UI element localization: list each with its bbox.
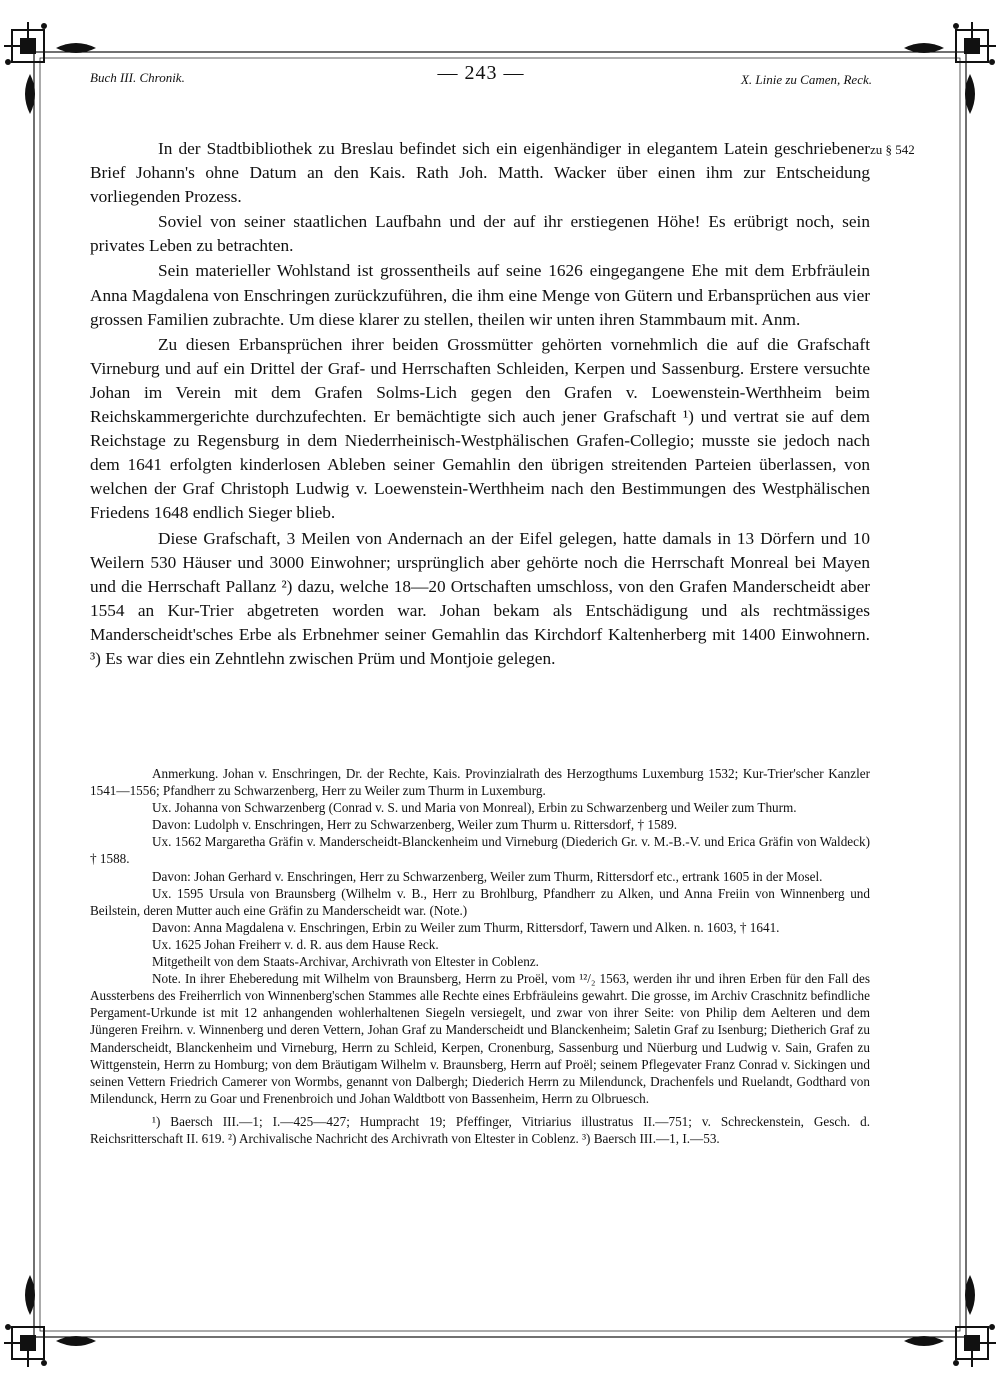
- running-head-right: X. Linie zu Camen, Reck.: [740, 72, 872, 87]
- note-line: Anmerkung. Johan v. Enschringen, Dr. der Rechte, Kais. Provinzialrath des Herzogthums Luxemburg 1532; Kur-Trier'scher Kanzler 1541—1556; Pfandherr zu Schwarzenberg, Herr zu Weiler zum Thurm in Luxemburg.: [90, 766, 870, 799]
- running-head: [90, 62, 872, 90]
- paragraph: Diese Grafschaft, 3 Meilen von Andernach an der Eifel gelegen, hatte damals in 13 Dörfern und 10 Weilern 530 Häuser und 3000 Einwohner; ursprünglich aber gehörte noch die Herrschaft Monreal bei Mayen und die Herrschaft Pallanz ²) dazu, welche 18—20 Ortschaften umschloss, von den Grafen Manderscheidt aber 1554 an Kur-Trier abgetreten worden war. Johan bekam als Entschädigung und als rechtmässiges Manderscheidt'sches Erbe als Erbnehmer seiner Gemahlin das Kirchdorf Kaltenherberg mit 1400 Einwohnern. ³) Es war dies ein Zehntlehn zwischen Prüm und Montjoie gelegen.: [90, 528, 870, 668]
- paragraph: In der Stadtbibliothek zu Breslau befindet sich ein eigenhändiger in elegantem Latein geschriebener Brief Johann's ohne Datum an den Kais. Rath Joh. Matth. Wacker über einen ihm zur Entscheidung vorliegenden Prozess.: [90, 139, 870, 207]
- note-line: Ux. Johanna von Schwarzenberg (Conrad v. S. und Maria von Monreal), Erbin zu Schwarzenberg und Weiler zum Thurm.: [152, 800, 797, 816]
- main-text: [90, 137, 870, 672]
- page-number: — 243 —: [437, 62, 525, 84]
- paragraph: Zu diesen Erbansprüchen ihrer beiden Grossmütter gehörten vornehmlich die auf die Grafschaft Virneburg und auf ein Drittel der Graf- und Herrschaften Schleiden, Kerpen und Sassenburg. Erstere versuchte Johan im Verein mit dem Grafen Solms-Lich gegen den Grafen v. Loewenstein-Werthheim beim Reichskammergerichte durchzufechten. Er bemächtigte sich auch jener Grafschaft ¹) und vertrat sie auf dem Reichstage zu Regensburg in dem Niederrheinisch-Westphälischen Grafen-Collegio; musste sie jedoch nach dem 1641 erfolgten kinderlosen Ableben seiner Gemahlin den übrigen streitenden Parteien überlassen, von welchen der Graf Christoph Ludwig v. Loewenstein-Werthheim nach den Bestimmungen des Westphälischen Friedens 1648 endlich Sieger blieb.: [90, 334, 870, 523]
- note-line: Davon: Ludolph v. Enschringen, Herr zu Schwarzenberg, Weiler zum Thurm u. Rittersdorf, † 1589.: [152, 817, 678, 833]
- note-line: Ux. 1595 Ursula von Braunsberg (Wilhelm v. B., Herr zu Brohlburg, Pfandherr zu Alken, und Anna Freiin von Winnenberg und Beilstein, deren Mutter auch eine Gräfin zu Manderscheidt war. (Note.): [90, 885, 870, 918]
- note-line: Mitgetheilt von dem Staats-Archivar, Archivrath von Eltester in Coblenz.: [152, 954, 539, 970]
- note-line: Davon: Johan Gerhard v. Enschringen, Herr zu Schwarzenberg, Weiler zum Thurm, Rittersdorf etc., ertrank 1605 in der Mosel.: [152, 868, 823, 884]
- paragraph: Soviel von seiner staatlichen Laufbahn und der auf ihr erstiegenen Höhe! Es erübrigt noch, sein privates Leben zu betrachten.: [90, 212, 870, 256]
- note-paragraph: Note. In ihrer Eheberedung mit Wilhelm von Braunsberg, Herrn zu Proël, vom ¹²/₂ 1563, werden ihr und ihren Erben für den Fall des Aussterbens des Freiherrlich von Winnenberg'schen Stammes alle Rechte eines Erbfräuleins gewahrt. Die grosse, im Archiv Craschnitz befindliche Pergament-Urkunde ist mit 12 anhangenden wohlerhaltenen Siegeln versiegelt, und zwar von ihrer Seite: von Philip dem Aelteren und dem Jüngeren Freihrn. v. Winnenberg und deren Vettern, Johan Graf zu Manderscheidt und Blanckenheim; Saletin Graf zu Isenburg; Dietherich Graf zu Manderscheidt, Blanckenheim und Virneburg, Herrn zu Schleid, Kerpen, Cronenburg, Sassenburg und Nüerburg und Ludwig v. Sain, Grafen zu Wittgenstein, Herrn zu Homburg; von dem Bräutigam Wilhelm v. Braunsberg, Herrn auf Proël; seinem Pflegevater Franz Conrad v. Sickingen und seinen Vettern Friedrich Camerer von Wormbs, genannt von Dalbergh; Diederich Herrn zu Milendunck, Drachenfels und Ruelandt, Godthard von Milendunck, Herrn zu Goar und Frenenbroich und Johan Waldtbott von Bassenheim, Herrn zu Olbruesch.: [90, 971, 870, 1106]
- footnotes: ¹) Baersch III.—1; I.—425—427; Humpracht 19; Pfeffinger, Vitriarius illustratus II.—751; v. Schreckenstein, Gesch. d. Reichsritterschaft II. 619. ²) Archivalische Nachricht des Archivrath von Eltester in Coblenz. ³) Baersch III.—1, I.—53.: [90, 1113, 870, 1146]
- running-head-left: Buch III. Chronik.: [90, 70, 185, 85]
- note-line: Ux. 1625 Johan Freiherr v. d. R. aus dem Hause Reck.: [152, 936, 439, 952]
- paragraph: Sein materieller Wohlstand ist grossentheils auf seine 1626 eingegangene Ehe mit dem Erbfräulein Anna Magdalena von Enschringen zurückzuführen, die ihm eine Menge von Gütern und Erbansprüchen aus vier grossen Familien zubrachte. Um diese klarer zu stellen, theilen wir unten ihren Stammbaum mit. Anm.: [90, 261, 870, 329]
- genealogy-notes: [90, 765, 870, 1147]
- note-line: Ux. 1562 Margaretha Gräfin v. Manderscheidt-Blanckenheim und Virneburg (Diederich Gr. v. M.-B.-V. und Erica Gräfin von Waldeck) † 1588.: [90, 834, 870, 867]
- margin-reference: zu § 542: [870, 142, 915, 157]
- note-line: Davon: Anna Magdalena v. Enschringen, Erbin zu Weiler zum Thurm, Rittersdorf, Tawern und Alken. n. 1603, † 1641.: [152, 919, 780, 935]
